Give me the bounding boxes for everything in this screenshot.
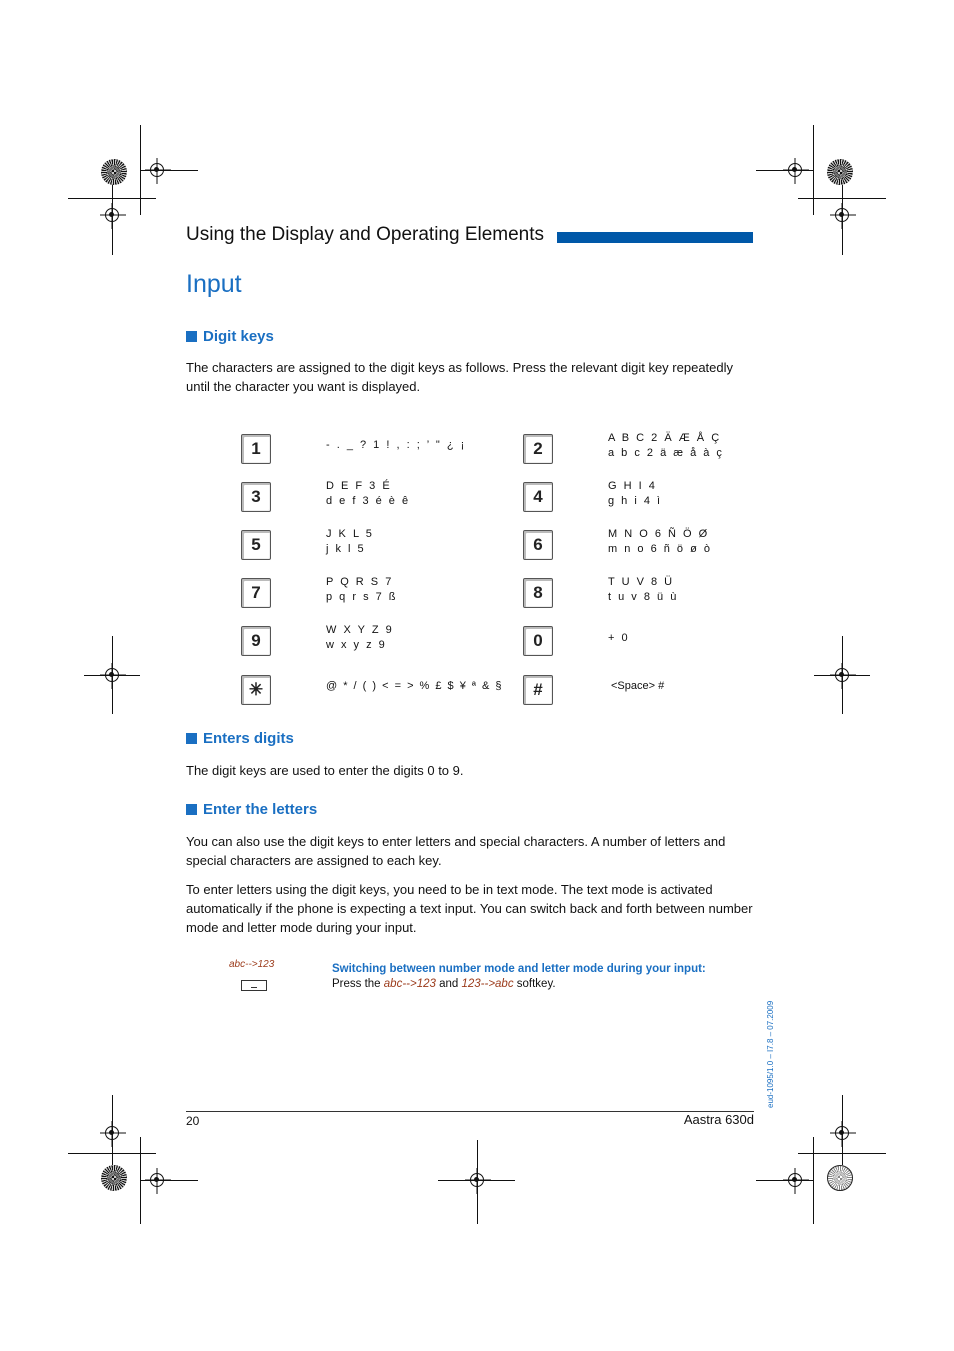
enter-letters-heading	[186, 801, 317, 818]
registration-cross-icon	[835, 668, 849, 682]
note-title: Switching between number mode and letter mode during your input:	[332, 963, 706, 975]
footer-rule	[186, 1111, 754, 1112]
enter-letters-para2: To enter letters using the digit keys, you need to be in text mode. The text mode is activated automatically if the phone is expecting a text input. You can switch back and forth between number mode and letter mode during your input.	[186, 882, 753, 935]
heading-square-icon	[186, 331, 197, 342]
page-title: Input	[186, 270, 242, 298]
key-2-icon: 2	[523, 434, 553, 464]
registration-burst-icon	[827, 159, 853, 185]
key-2-chars: A B C 2 Ä Æ Å Ç a b c 2 ä æ å à ç	[608, 432, 724, 459]
enters-digits-text: The digit keys are used to enter the digits 0 to 9.	[186, 763, 464, 778]
registration-cross-icon	[150, 1173, 164, 1187]
heading-square-icon	[186, 804, 197, 815]
key-1-icon: 1	[241, 434, 271, 464]
registration-burst-icon	[101, 159, 127, 185]
section-title-bar	[557, 232, 753, 243]
enters-digits-heading	[186, 730, 294, 747]
note-body: Press the abc-->123 and 123-->abc softkey.	[332, 978, 556, 990]
key-3-chars: D E F 3 É d e f 3 é è ê	[326, 480, 411, 507]
key-hash-chars: <Space> #	[611, 680, 665, 692]
key-4-chars: G H I 4 g h i 4 ì	[608, 480, 663, 507]
key-0-icon: 0	[523, 626, 553, 656]
registration-cross-icon	[150, 163, 164, 177]
enters-digits-heading-text: Enters digits	[203, 730, 294, 747]
registration-cross-icon	[788, 1173, 802, 1187]
registration-cross-icon	[105, 208, 119, 222]
key-9-icon: 9	[241, 626, 271, 656]
key-9-chars: W X Y Z 9 w x y z 9	[326, 624, 394, 651]
key-0-chars: + 0	[608, 632, 630, 644]
registration-burst-icon	[101, 1165, 127, 1191]
digit-keys-heading	[186, 328, 274, 345]
key-5-chars: J K L 5 j k l 5	[326, 528, 374, 555]
section-title: Using the Display and Operating Elements	[186, 224, 545, 245]
digit-keys-intro: The characters are assigned to the digit keys as follows. Press the relevant digit key repeatedly until the character you want is displayed.	[186, 360, 734, 394]
key-8-chars: T U V 8 Ü t u v 8 ü ù	[608, 576, 679, 603]
key-star-icon: ✳	[241, 675, 271, 705]
enter-letters-heading-text: Enter the letters	[203, 801, 318, 818]
page-number: 20	[186, 1114, 200, 1128]
key-3-icon: 3	[241, 482, 271, 512]
registration-cross-icon	[105, 668, 119, 682]
registration-burst-icon	[827, 1165, 853, 1191]
registration-cross-icon	[788, 163, 802, 177]
key-hash-icon: #	[523, 675, 553, 705]
key-7-icon: 7	[241, 578, 271, 608]
softkey-label: abc-->123	[229, 959, 275, 970]
key-6-chars: M N O 6 Ñ Ö Ø m n o 6 ñ ö ø ò	[608, 528, 712, 555]
product-name: Aastra 630d	[683, 1112, 754, 1127]
softkey-icon	[241, 980, 267, 991]
key-7-chars: P Q R S 7 p q r s 7 ß	[326, 576, 398, 603]
registration-cross-icon	[105, 1126, 119, 1140]
key-5-icon: 5	[241, 530, 271, 560]
key-1-chars: - . _ ? 1 ! , : ; ’ " ¿ ¡	[326, 439, 467, 451]
registration-cross-icon	[835, 208, 849, 222]
document-code: eud-1095/1.0 – I7.8 – 07.2009	[766, 1000, 775, 1108]
key-4-icon: 4	[523, 482, 553, 512]
registration-cross-icon	[470, 1173, 484, 1187]
key-8-icon: 8	[523, 578, 553, 608]
key-star-chars: @ * / ( ) < = > % £ $ ¥ ª & §	[326, 680, 504, 692]
digit-keys-heading-text: Digit keys	[203, 328, 274, 345]
heading-square-icon	[186, 733, 197, 744]
key-6-icon: 6	[523, 530, 553, 560]
enter-letters-para1: You can also use the digit keys to enter letters and special characters. A number of letters and special characters are assigned to each key.	[186, 834, 726, 868]
registration-cross-icon	[835, 1126, 849, 1140]
